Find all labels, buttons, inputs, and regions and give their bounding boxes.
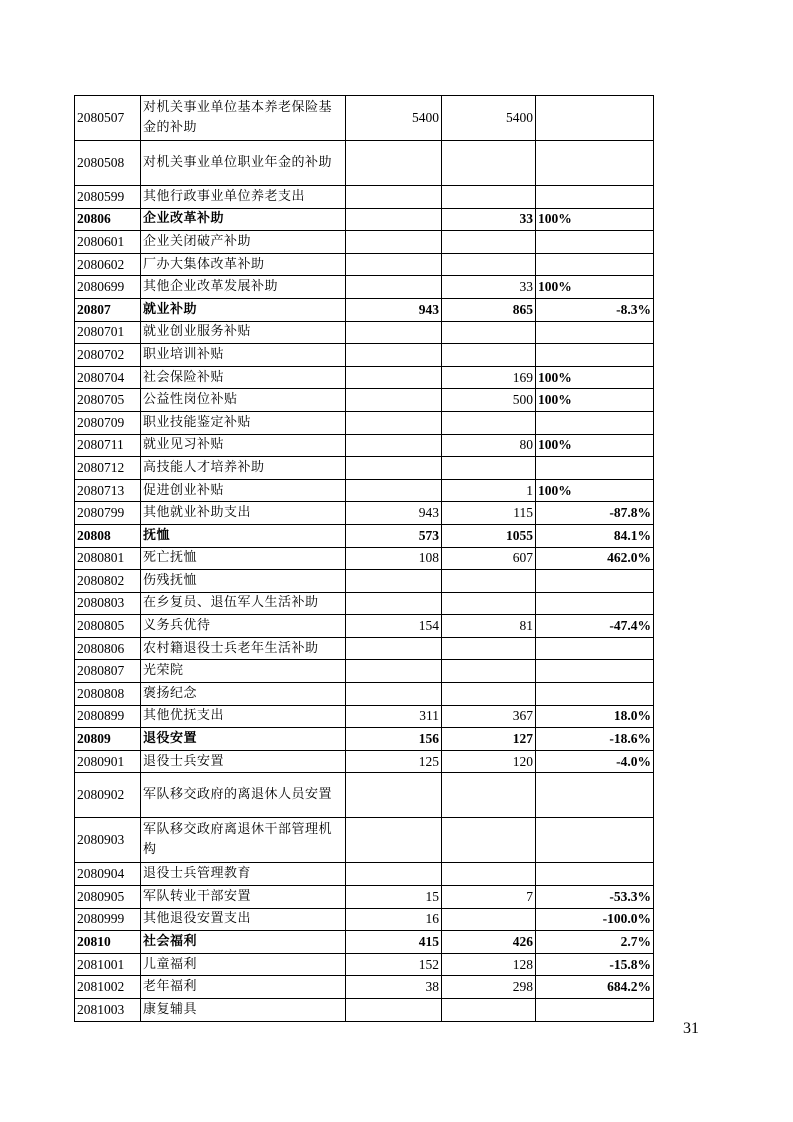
name-cell: 退役士兵管理教育	[141, 863, 346, 886]
code-cell: 2080806	[75, 637, 141, 660]
change-percent-cell	[536, 457, 654, 480]
change-percent-cell: -47.4%	[536, 615, 654, 638]
table-row	[75, 863, 654, 886]
amount-prev-cell	[346, 999, 442, 1022]
amount-curr-cell: 80	[442, 434, 536, 457]
change-percent-cell: 100%	[536, 434, 654, 457]
amount-curr-cell: 1055	[442, 524, 536, 547]
name-cell: 退役安置	[141, 728, 346, 751]
change-percent-cell: -18.6%	[536, 728, 654, 751]
table-row	[75, 728, 654, 751]
name-cell: 对机关事业单位职业年金的补助	[141, 141, 346, 186]
code-cell: 2080802	[75, 570, 141, 593]
amount-curr-cell: 426	[442, 931, 536, 954]
name-cell: 公益性岗位补贴	[141, 389, 346, 412]
amount-prev-cell: 573	[346, 524, 442, 547]
amount-curr-cell	[442, 773, 536, 818]
amount-curr-cell	[442, 570, 536, 593]
code-cell: 20808	[75, 524, 141, 547]
table-row	[75, 502, 654, 525]
table-row	[75, 615, 654, 638]
amount-curr-cell	[442, 660, 536, 683]
table-row	[75, 999, 654, 1022]
amount-prev-cell	[346, 637, 442, 660]
amount-prev-cell: 156	[346, 728, 442, 751]
change-percent-cell: -4.0%	[536, 750, 654, 773]
amount-curr-cell	[442, 863, 536, 886]
change-percent-cell	[536, 96, 654, 141]
amount-prev-cell: 415	[346, 931, 442, 954]
change-percent-cell: 100%	[536, 276, 654, 299]
code-cell: 2080899	[75, 705, 141, 728]
name-cell: 企业关闭破产补助	[141, 231, 346, 254]
code-cell: 20807	[75, 298, 141, 321]
table-row	[75, 479, 654, 502]
amount-prev-cell: 15	[346, 886, 442, 909]
amount-prev-cell: 943	[346, 502, 442, 525]
name-cell: 军队转业干部安置	[141, 886, 346, 909]
code-cell: 2080601	[75, 231, 141, 254]
table-row	[75, 592, 654, 615]
table-row	[75, 931, 654, 954]
amount-curr-cell: 607	[442, 547, 536, 570]
table-row	[75, 547, 654, 570]
change-percent-cell	[536, 253, 654, 276]
code-cell: 2080712	[75, 457, 141, 480]
code-cell: 20806	[75, 208, 141, 231]
name-cell: 其他企业改革发展补助	[141, 276, 346, 299]
change-percent-cell	[536, 411, 654, 434]
amount-curr-cell	[442, 231, 536, 254]
table-row	[75, 389, 654, 412]
code-cell: 2080507	[75, 96, 141, 141]
name-cell: 褒扬纪念	[141, 683, 346, 706]
amount-prev-cell	[346, 411, 442, 434]
amount-prev-cell: 311	[346, 705, 442, 728]
amount-prev-cell: 154	[346, 615, 442, 638]
table-row	[75, 953, 654, 976]
code-cell: 2080807	[75, 660, 141, 683]
name-cell: 就业补助	[141, 298, 346, 321]
code-cell: 2080705	[75, 389, 141, 412]
amount-curr-cell	[442, 592, 536, 615]
name-cell: 康复辅具	[141, 999, 346, 1022]
table-row	[75, 208, 654, 231]
amount-prev-cell	[346, 457, 442, 480]
amount-curr-cell	[442, 141, 536, 186]
code-cell: 2080808	[75, 683, 141, 706]
change-percent-cell: 18.0%	[536, 705, 654, 728]
amount-curr-cell	[442, 344, 536, 367]
amount-prev-cell: 152	[346, 953, 442, 976]
amount-curr-cell	[442, 321, 536, 344]
code-cell: 2080711	[75, 434, 141, 457]
table-row	[75, 660, 654, 683]
amount-curr-cell: 120	[442, 750, 536, 773]
change-percent-cell: 2.7%	[536, 931, 654, 954]
amount-prev-cell	[346, 344, 442, 367]
change-percent-cell: 100%	[536, 366, 654, 389]
change-percent-cell	[536, 818, 654, 863]
page-number: 31	[683, 1020, 699, 1037]
name-cell: 社会福利	[141, 931, 346, 954]
amount-prev-cell	[346, 186, 442, 209]
change-percent-cell	[536, 592, 654, 615]
code-cell: 2080905	[75, 886, 141, 909]
code-cell: 20810	[75, 931, 141, 954]
name-cell: 军队移交政府离退休干部管理机构	[141, 818, 346, 863]
table-row	[75, 253, 654, 276]
code-cell: 2081002	[75, 976, 141, 999]
table-row	[75, 366, 654, 389]
change-percent-cell	[536, 637, 654, 660]
amount-curr-cell	[442, 683, 536, 706]
change-percent-cell: 100%	[536, 208, 654, 231]
code-cell: 20809	[75, 728, 141, 751]
change-percent-cell	[536, 570, 654, 593]
code-cell: 2080901	[75, 750, 141, 773]
name-cell: 军队移交政府的离退休人员安置	[141, 773, 346, 818]
amount-prev-cell	[346, 389, 442, 412]
amount-curr-cell: 5400	[442, 96, 536, 141]
name-cell: 死亡抚恤	[141, 547, 346, 570]
code-cell: 2080602	[75, 253, 141, 276]
amount-curr-cell: 81	[442, 615, 536, 638]
change-percent-cell	[536, 141, 654, 186]
name-cell: 伤残抚恤	[141, 570, 346, 593]
change-percent-cell	[536, 773, 654, 818]
name-cell: 其他退役安置支出	[141, 908, 346, 931]
table-row	[75, 434, 654, 457]
table-row	[75, 886, 654, 909]
code-cell: 2080904	[75, 863, 141, 886]
code-cell: 2080803	[75, 592, 141, 615]
code-cell: 2080702	[75, 344, 141, 367]
name-cell: 就业创业服务补贴	[141, 321, 346, 344]
table-row	[75, 457, 654, 480]
table-row	[75, 231, 654, 254]
change-percent-cell: -87.8%	[536, 502, 654, 525]
amount-prev-cell	[346, 434, 442, 457]
code-cell: 2080699	[75, 276, 141, 299]
table-row	[75, 570, 654, 593]
amount-prev-cell	[346, 479, 442, 502]
table-row	[75, 186, 654, 209]
code-cell: 2080701	[75, 321, 141, 344]
table-row	[75, 750, 654, 773]
code-cell: 2080999	[75, 908, 141, 931]
amount-prev-cell	[346, 141, 442, 186]
amount-curr-cell: 127	[442, 728, 536, 751]
change-percent-cell	[536, 863, 654, 886]
code-cell: 2080713	[75, 479, 141, 502]
amount-prev-cell: 125	[346, 750, 442, 773]
amount-prev-cell	[346, 366, 442, 389]
code-cell: 2080599	[75, 186, 141, 209]
code-cell: 2081001	[75, 953, 141, 976]
name-cell: 儿童福利	[141, 953, 346, 976]
code-cell: 2081003	[75, 999, 141, 1022]
amount-prev-cell	[346, 592, 442, 615]
budget-table	[74, 95, 654, 1022]
code-cell: 2080801	[75, 547, 141, 570]
change-percent-cell: -53.3%	[536, 886, 654, 909]
change-percent-cell	[536, 660, 654, 683]
amount-curr-cell: 33	[442, 208, 536, 231]
name-cell: 退役士兵安置	[141, 750, 346, 773]
change-percent-cell	[536, 186, 654, 209]
table-row	[75, 976, 654, 999]
amount-curr-cell	[442, 253, 536, 276]
name-cell: 其他就业补助支出	[141, 502, 346, 525]
name-cell: 厂办大集体改革补助	[141, 253, 346, 276]
amount-curr-cell	[442, 637, 536, 660]
table-row	[75, 818, 654, 863]
change-percent-cell: 100%	[536, 389, 654, 412]
amount-prev-cell	[346, 231, 442, 254]
amount-curr-cell: 298	[442, 976, 536, 999]
amount-curr-cell	[442, 908, 536, 931]
amount-curr-cell: 367	[442, 705, 536, 728]
change-percent-cell	[536, 321, 654, 344]
code-cell: 2080709	[75, 411, 141, 434]
change-percent-cell	[536, 344, 654, 367]
change-percent-cell: 100%	[536, 479, 654, 502]
amount-curr-cell: 865	[442, 298, 536, 321]
amount-prev-cell: 38	[346, 976, 442, 999]
name-cell: 其他优抚支出	[141, 705, 346, 728]
change-percent-cell	[536, 683, 654, 706]
name-cell: 社会保险补贴	[141, 366, 346, 389]
amount-curr-cell: 33	[442, 276, 536, 299]
amount-prev-cell: 943	[346, 298, 442, 321]
table-row	[75, 96, 654, 141]
amount-curr-cell: 7	[442, 886, 536, 909]
table-row	[75, 298, 654, 321]
table-row	[75, 321, 654, 344]
amount-curr-cell	[442, 818, 536, 863]
amount-prev-cell	[346, 321, 442, 344]
name-cell: 在乡复员、退伍军人生活补助	[141, 592, 346, 615]
amount-prev-cell	[346, 570, 442, 593]
code-cell: 2080805	[75, 615, 141, 638]
amount-prev-cell	[346, 660, 442, 683]
amount-prev-cell: 16	[346, 908, 442, 931]
name-cell: 对机关事业单位基本养老保险基金的补助	[141, 96, 346, 141]
table-row	[75, 705, 654, 728]
change-percent-cell: -8.3%	[536, 298, 654, 321]
code-cell: 2080508	[75, 141, 141, 186]
code-cell: 2080902	[75, 773, 141, 818]
change-percent-cell: -100.0%	[536, 908, 654, 931]
table-row	[75, 524, 654, 547]
amount-prev-cell	[346, 818, 442, 863]
name-cell: 企业改革补助	[141, 208, 346, 231]
amount-curr-cell: 128	[442, 953, 536, 976]
amount-prev-cell	[346, 208, 442, 231]
amount-curr-cell	[442, 999, 536, 1022]
code-cell: 2080903	[75, 818, 141, 863]
change-percent-cell: 684.2%	[536, 976, 654, 999]
change-percent-cell	[536, 231, 654, 254]
table-row	[75, 344, 654, 367]
amount-prev-cell	[346, 683, 442, 706]
code-cell: 2080704	[75, 366, 141, 389]
change-percent-cell: 462.0%	[536, 547, 654, 570]
amount-curr-cell: 1	[442, 479, 536, 502]
table-row	[75, 637, 654, 660]
amount-curr-cell: 115	[442, 502, 536, 525]
table-row	[75, 773, 654, 818]
code-cell: 2080799	[75, 502, 141, 525]
table-row	[75, 411, 654, 434]
amount-prev-cell	[346, 863, 442, 886]
amount-curr-cell: 500	[442, 389, 536, 412]
amount-curr-cell	[442, 411, 536, 434]
amount-curr-cell	[442, 457, 536, 480]
name-cell: 职业培训补贴	[141, 344, 346, 367]
name-cell: 光荣院	[141, 660, 346, 683]
name-cell: 老年福利	[141, 976, 346, 999]
amount-curr-cell	[442, 186, 536, 209]
amount-prev-cell	[346, 253, 442, 276]
change-percent-cell	[536, 999, 654, 1022]
amount-prev-cell: 108	[346, 547, 442, 570]
name-cell: 高技能人才培养补助	[141, 457, 346, 480]
table-row	[75, 683, 654, 706]
change-percent-cell: -15.8%	[536, 953, 654, 976]
table-row	[75, 908, 654, 931]
name-cell: 农村籍退役士兵老年生活补助	[141, 637, 346, 660]
table-body	[75, 96, 654, 1022]
amount-prev-cell	[346, 773, 442, 818]
amount-curr-cell: 169	[442, 366, 536, 389]
name-cell: 促进创业补贴	[141, 479, 346, 502]
name-cell: 其他行政事业单位养老支出	[141, 186, 346, 209]
table-row	[75, 276, 654, 299]
name-cell: 就业见习补贴	[141, 434, 346, 457]
name-cell: 义务兵优待	[141, 615, 346, 638]
name-cell: 职业技能鉴定补贴	[141, 411, 346, 434]
amount-prev-cell: 5400	[346, 96, 442, 141]
name-cell: 抚恤	[141, 524, 346, 547]
amount-prev-cell	[346, 276, 442, 299]
table-row	[75, 141, 654, 186]
change-percent-cell: 84.1%	[536, 524, 654, 547]
